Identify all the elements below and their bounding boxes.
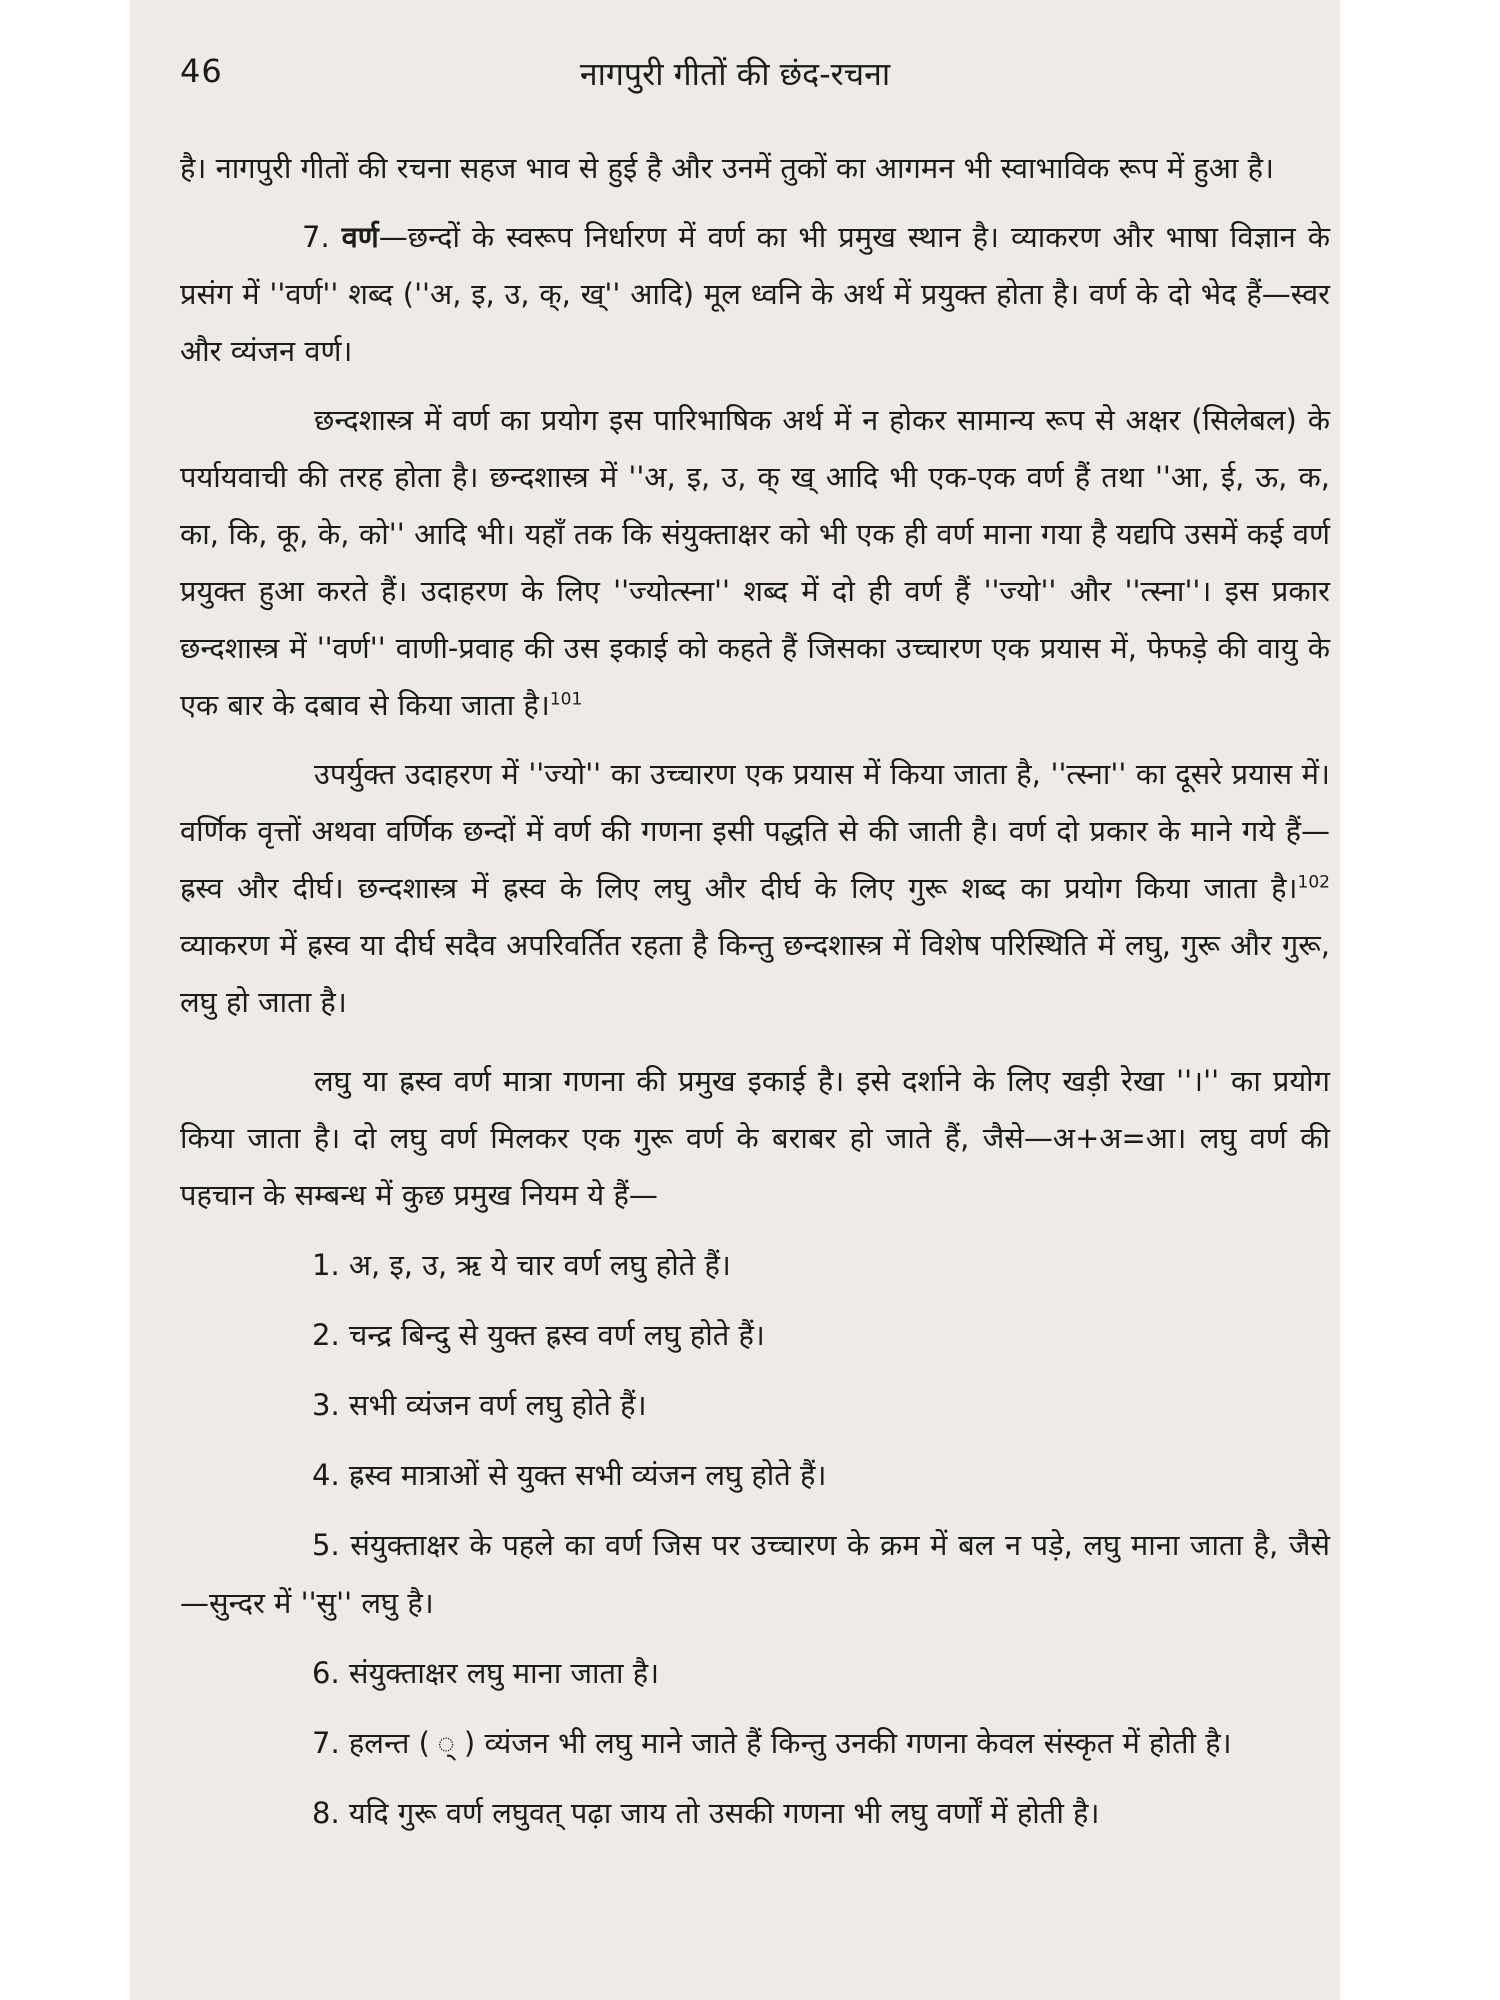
rule-item: 5. संयुक्ताक्षर के पहले का वर्ण जिस पर उच्चारण के क्रम में बल न पड़े, लघु माना जाता है, जैसे—सुन्दर में ''सु'' लघु है। xyxy=(180,1528,1330,1620)
rule-item: 7. हलन्त ( ् ) व्यंजन भी लघु माने जाते हैं किन्तु उनकी गणना केवल संस्कृत में होती है। xyxy=(312,1726,1232,1760)
paragraph-varna-usage xyxy=(180,392,1330,734)
section-term: वर्ण xyxy=(341,220,379,254)
rule-item: 2. चन्द्र बिन्दु से युक्त ह्रस्व वर्ण लघु होते हैं। xyxy=(312,1318,765,1352)
page-number: 46 xyxy=(180,52,223,90)
paragraph-continuation: है। नागपुरी गीतों की रचना सहज भाव से हुई है और उनमें तुकों का आगमन भी स्वाभाविक रूप में हुआ है। xyxy=(180,151,1275,185)
footnote-marker: 102 xyxy=(1297,872,1330,893)
paragraph-laghu: लघु या ह्रस्व वर्ण मात्रा गणना की प्रमुख इकाई है। इसे दर्शाने के लिए खड़ी रेखा ''।'' का प्रयोग किया जाता है। दो लघु वर्ण मिलकर एक गुरू वर्ण के बराबर हो जाते हैं, जैसे—अ+अ=आ। लघु वर्ण की पहचान के सम्बन्ध में कुछ प्रमुख नियम ये हैं— xyxy=(180,1064,1330,1212)
paragraph-varna-definition xyxy=(180,209,1330,380)
paragraph-text-after: व्याकरण में ह्रस्व या दीर्घ सदैव अपरिवर्तित रहता है किन्तु छन्दशास्त्र में विशेष परिस्थिति में लघु, गुरू और गुरू, लघु हो जाता है। xyxy=(180,928,1330,1019)
rule-item: 3. सभी व्यंजन वर्ण लघु होते हैं। xyxy=(312,1388,647,1422)
paragraph-varna-types xyxy=(180,746,1330,1031)
paragraph-text: छन्दशास्त्र में वर्ण का प्रयोग इस पारिभाषिक अर्थ में न होकर सामान्य रूप से अक्षर (सिलेबल) के पर्यायवाची की तरह होता है। छन्दशास्त्र में ''अ, इ, उ, क् ख् आदि भी एक-एक वर्ण हैं तथा ''आ, ई, ऊ, क, का, कि, कू, के, को'' आदि भी। यहाँ तक कि संयुक्ताक्षर को भी एक ही वर्ण माना गया है यद्यपि उसमें कई वर्ण प्रयुक्त हुआ करते हैं। उदाहरण के लिए ''ज्योत्स्ना'' शब्द में दो ही वर्ण हैं ''ज्यो'' और ''त्स्ना''। इस प्रकार छन्दशास्त्र में ''वर्ण'' वाणी-प्रवाह की उस इकाई को कहते हैं जिसका उच्चारण एक प्रयास में, फेफड़े की वायु के एक बार के दबाव से किया जाता है। xyxy=(180,403,1330,722)
book-page xyxy=(130,0,1340,2000)
footnote-marker: 101 xyxy=(549,689,583,710)
rule-item: 8. यदि गुरू वर्ण लघुवत् पढ़ा जाय तो उसकी गणना भी लघु वर्णों में होती है। xyxy=(312,1796,1100,1830)
rule-item: 6. संयुक्ताक्षर लघु माना जाता है। xyxy=(312,1656,660,1690)
page-body xyxy=(180,140,1330,1842)
rule-item: 4. ह्रस्व मात्राओं से युक्त सभी व्यंजन लघु होते हैं। xyxy=(312,1458,827,1492)
running-header-title: नागपुरी गीतों की छंद-रचना xyxy=(579,55,891,93)
section-text: —छन्दों के स्वरूप निर्धारण में वर्ण का भी प्रमुख स्थान है। व्याकरण और भाषा विज्ञान के प्रसंग में ''वर्ण'' शब्द (''अ, इ, उ, क्, ख्'' आदि) मूल ध्वनि के अर्थ में प्रयुक्त होता है। वर्ण के दो भेद हैं—स्वर और व्यंजन वर्ण। xyxy=(180,220,1331,368)
rule-item: 1. अ, इ, उ, ऋ ये चार वर्ण लघु होते हैं। xyxy=(312,1248,731,1282)
paragraph-text: उपर्युक्त उदाहरण में ''ज्यो'' का उच्चारण एक प्रयास में किया जाता है, ''त्स्ना'' का दूसरे प्रयास में। वर्णिक वृत्तों अथवा वर्णिक छन्दों में वर्ण की गणना इसी पद्धति से की जाती है। वर्ण दो प्रकार के माने गये हैं—ह्रस्व और दीर्घ। छन्दशास्त्र में ह्रस्व के लिए लघु और दीर्घ के लिए गुरू शब्द का प्रयोग किया जाता है। xyxy=(180,757,1330,905)
section-number: 7. xyxy=(302,220,330,254)
